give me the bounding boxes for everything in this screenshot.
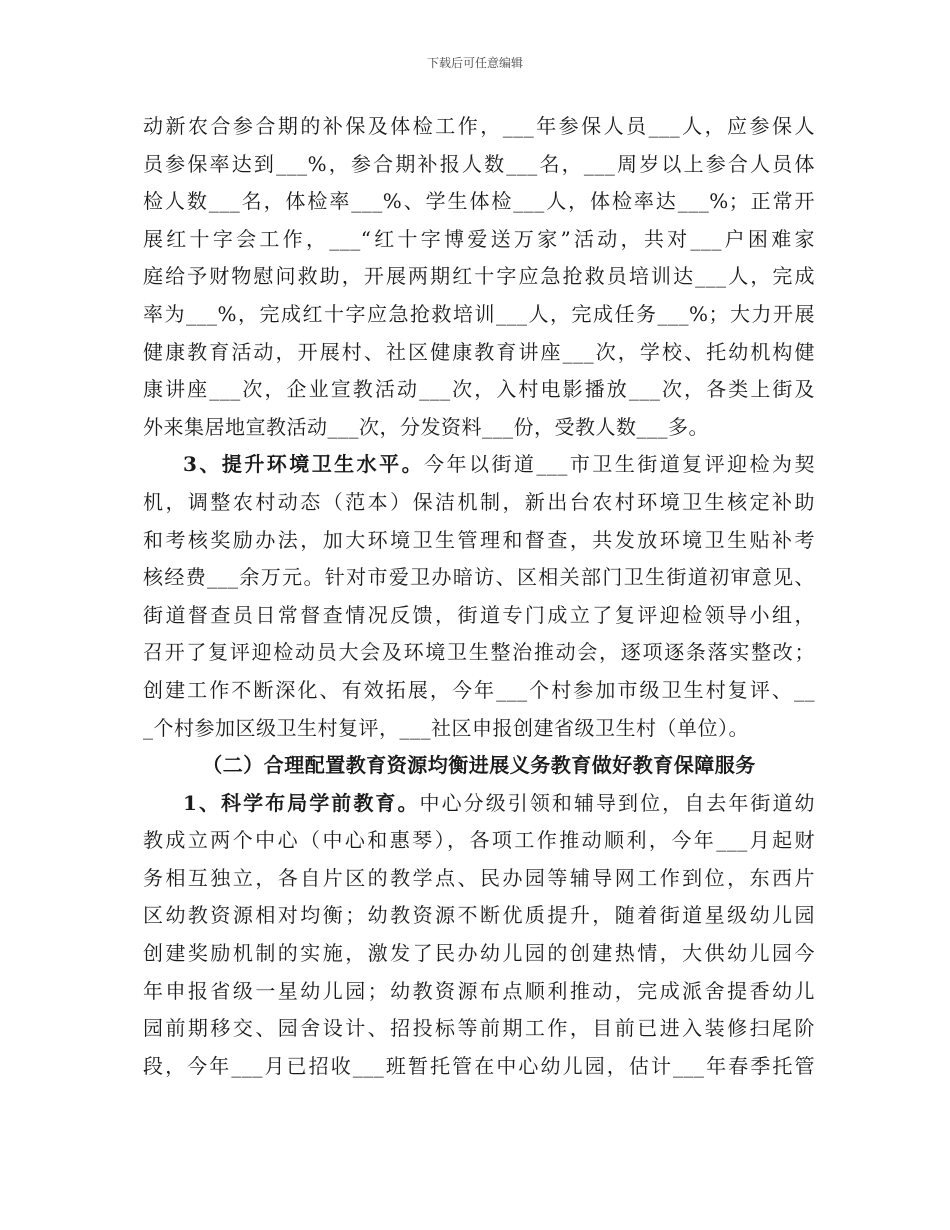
- paragraph-line: [143, 860, 815, 898]
- line-text: 创建工作不断深化、有效拓展，今年___个村参加市级卫生村复评、__: [143, 677, 815, 702]
- line-text: 召开了复评迎检动员大会及环境卫生整治推动会，逐项逐条落实整改；: [143, 640, 815, 665]
- section-lead: 3、提升环境卫生水平。: [183, 452, 425, 477]
- paragraph-line: [143, 371, 815, 409]
- line-text: 健康教育活动，开展村、社区健康教育讲座___次，学校、托幼机构健: [143, 339, 815, 364]
- paragraph-line: [143, 559, 815, 597]
- line-text: 展红十字会工作，___“红十字博爱送万家”活动，共对___户困难家: [143, 226, 815, 251]
- line-text: 街道督查员日常督查情况反馈，街道专门成立了复评迎检领导小组，: [143, 602, 815, 627]
- paragraph-line: [143, 221, 815, 259]
- paragraph-line: [143, 597, 815, 635]
- paragraph-line: [143, 710, 815, 748]
- paragraph-line: [143, 446, 815, 484]
- line-text: 外来集居地宣教活动___次，分发资料___份，受教人数___多。: [143, 414, 709, 439]
- paragraph-line: [143, 258, 815, 296]
- line-text: 核经费___余万元。针对市爱卫办暗访、区相关部门卫生街道初审意见、: [143, 565, 815, 590]
- paragraph-line: [143, 296, 815, 334]
- line-text: 中心分级引领和辅导到位，自去年街道幼: [419, 790, 816, 815]
- line-text: 今年以街道___市卫生街道复评迎检为契: [424, 452, 816, 477]
- line-text: 教成立两个中心（中心和惠琴），各项工作推动顺利，今年___月起财: [143, 828, 815, 853]
- line-text: 检人数___名，体检率___%、学生体检___人，体检率达___%；正常开: [143, 189, 815, 214]
- paragraph-line: [143, 935, 815, 973]
- document-body: [143, 108, 815, 1085]
- line-text: 创建奖励机制的实施，激发了民办幼儿园的创建热情，大供幼儿园今: [143, 941, 815, 966]
- line-text: 机，调整农村动态（范本）保洁机制，新出台农村环境卫生核定补助: [143, 489, 815, 514]
- section-lead: 1、科学布局学前教育。: [183, 790, 420, 815]
- paragraph-line: [143, 146, 815, 184]
- line-text: 康讲座___次，企业宣教活动___次，入村电影播放___次，各类上街及: [143, 377, 815, 402]
- paragraph-line: [143, 334, 815, 372]
- paragraph-line: [143, 973, 815, 1011]
- line-text: 率为___%，完成红十字应急抢救培训___人，完成任务___%；大力开展: [143, 301, 815, 326]
- paragraph-line: [143, 897, 815, 935]
- paragraph-line: [143, 108, 815, 146]
- line-text: 员参保率达到___%，参合期补报人数___名，___周岁以上参合人员体: [143, 151, 815, 176]
- paragraph-line: [143, 672, 815, 710]
- page-header: 下载后可任意编辑: [426, 56, 523, 70]
- heading-text: （二）合理配置教育资源均衡进展义务教育做好教育保障服务: [202, 753, 756, 778]
- paragraph-line: [143, 409, 815, 447]
- line-text: 动新农合参合期的补保及体检工作，___年参保人员___人，应参保人: [143, 114, 815, 138]
- section-heading: [143, 747, 815, 785]
- paragraph-line: [143, 822, 815, 860]
- line-text: 区幼教资源相对均衡；幼教资源不断优质提升，随着街道星级幼儿园: [143, 903, 815, 928]
- line-text: 段，今年___月已招收___班暂托管在中心幼儿园，估计___年春季托管: [143, 1053, 815, 1078]
- paragraph-line: [143, 785, 815, 823]
- paragraph-line: [143, 522, 815, 560]
- paragraph-line: [143, 1010, 815, 1048]
- paragraph-line: [143, 634, 815, 672]
- line-text: 年申报省级一星幼儿园；幼教资源布点顺利推动，完成派舍提香幼儿: [143, 978, 815, 1003]
- line-text: _个村参加区级卫生村复评，___社区申报创建省级卫生村（单位）。: [143, 715, 749, 740]
- line-text: 园前期移交、园舍设计、招投标等前期工作，目前已进入装修扫尾阶: [143, 1016, 815, 1041]
- paragraph-line: [143, 183, 815, 221]
- line-text: 务相互独立，各自片区的教学点、民办园等辅导网工作到位，东西片: [143, 865, 815, 890]
- line-text: 庭给予财物慰问救助，开展两期红十字应急抢救员培训达___人，完成: [143, 264, 815, 289]
- line-text: 和考核奖励办法，加大环境卫生管理和督查，共发放环境卫生贴补考: [143, 527, 815, 552]
- paragraph-line: [143, 1048, 815, 1086]
- paragraph-line: [143, 484, 815, 522]
